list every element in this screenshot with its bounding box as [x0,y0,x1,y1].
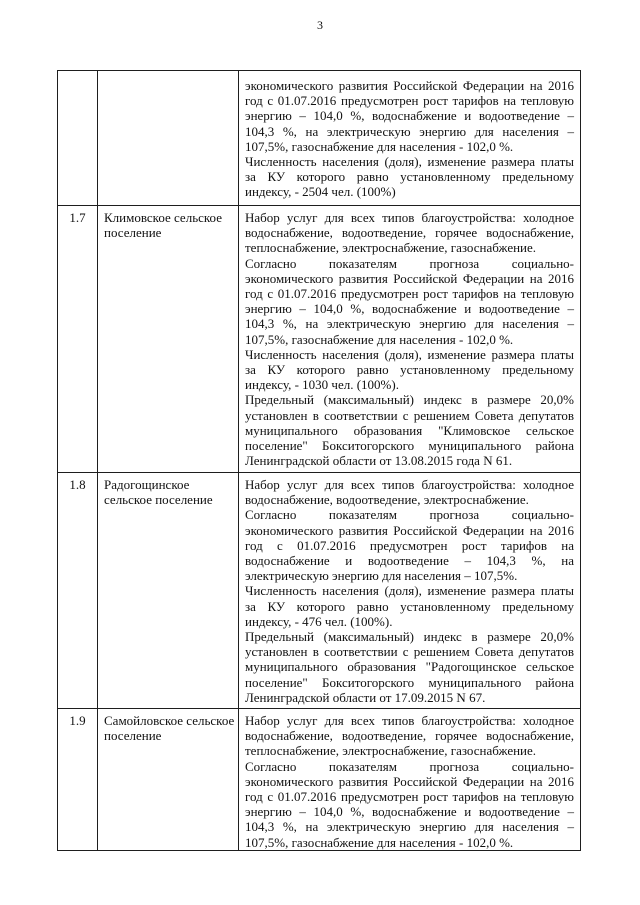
description-line: водоснабжение, водоотведение, горячее водоснабжение, [245,225,574,241]
settlement-name-line: поселение [104,728,162,744]
description-line: Численность населения (доля), изменение размера платы [245,346,574,362]
description-line: энергию – 104,0 %, водоснабжение и водоотведение – [245,804,574,820]
description-line: электрическую энергию для населения – 107,5%. [245,568,518,584]
description-cell [239,473,581,709]
description-line: 104,3 %, на электрическую энергию для населения – [245,123,574,139]
settlement-name-cell [98,206,239,473]
description-line: водоснабжение, водоотведение, горячее водоснабжение, [245,728,574,744]
settlement-name-line: сельское поселение [104,492,213,508]
description-line: 107,5%, газоснабжение для населения - 102,0 %. [245,138,514,154]
description-line: год с 01.07.2016 предусмотрен рост тарифов на тепловую [245,286,574,302]
settlement-name-line: Радогощинское [104,477,190,492]
description-line: 104,3 %, на электрическую энергию для населения – [245,819,574,835]
description-line: Предельный (максимальный) индекс в размере 20,0% [245,392,574,408]
description-line: Согласно показателям прогноза социально- [245,255,574,271]
table-row [58,206,581,473]
description-line: теплоснабжение, электроснабжение, газоснабжение. [245,240,537,256]
description-line: за КУ которого равно установленному предельному [245,362,574,378]
description-line: 104,3 %, на электрическую энергию для населения – [245,316,574,332]
description-line: Набор услуг для всех типов благоустройства: холодное [245,713,574,728]
description-cell [239,206,581,473]
description-line: Ленинградской области от 13.08.2015 года N 61. [245,453,513,469]
description-line: Предельный (максимальный) индекс в размере 20,0% [245,629,574,645]
settlement-name-cell [98,709,239,851]
row-number: 1.7 [69,210,86,225]
description-line: поселение" Бокситогорского муниципального района [245,438,574,454]
settlement-name-cell [98,71,239,206]
description-line: муниципального образования "Климовское сельское [245,422,574,438]
description-line: водоснабжение и водоотведение – 104,3 %, на [245,553,574,569]
row-number: 1.8 [69,477,86,492]
row-number-cell [58,206,98,473]
description-line: год с 01.07.2016 предусмотрен рост тарифов на тепловую [245,93,574,109]
description-line: теплоснабжение, электроснабжение, газоснабжение. [245,743,537,759]
description-line: установлен в соответствии с решением Совета депутатов [245,407,574,423]
description-line: энергию – 104,0 %, водоснабжение и водоотведение – [245,108,574,124]
row-number-cell [58,709,98,851]
page-number: 3 [317,18,323,32]
description-line: Набор услуг для всех типов благоустройства: холодное [245,210,574,225]
table-row [58,71,581,206]
description-line: экономического развития Российской Федерации на 2016 [245,522,574,538]
description-line: Численность населения (доля), изменение размера платы [245,583,574,599]
description-line: индексу, - 1030 чел. (100%). [245,377,399,393]
description-line: водоснабжение, водоотведение, электроснабжение. [245,492,529,508]
description-line: Согласно показателям прогноза социально- [245,758,574,774]
row-number-cell [58,473,98,709]
table-row [58,709,581,851]
description-cell [239,71,581,206]
row-number: 1.9 [69,713,86,728]
settlement-name-line: Самойловское сельское [104,713,235,728]
description-line: муниципального образования "Радогощинское сельское [245,659,574,675]
description-line: Согласно показателям прогноза социально- [245,507,574,523]
settlement-name-line: Климовское сельское [104,210,222,225]
description-line: индексу, - 2504 чел. (100%) [245,184,396,200]
description-line: индексу, - 476 чел. (100%). [245,613,393,629]
description-line: экономического развития Российской Федерации на 2016 [245,773,574,789]
table-row [58,473,581,709]
description-line: установлен в соответствии с решением Совета депутатов [245,644,574,660]
description-line: энергию – 104,0 %, водоснабжение и водоотведение – [245,301,574,317]
settlements-table [57,70,581,851]
description-line: Численность населения (доля), изменение размера платы [245,154,574,170]
settlement-name-cell [98,473,239,709]
description-line: за КУ которого равно установленному предельному [245,598,574,614]
description-line: год с 01.07.2016 предусмотрен рост тарифов на [245,537,574,553]
description-line: за КУ которого равно установленному предельному [245,169,574,185]
description-line: экономического развития Российской Федерации на 2016 [245,78,574,93]
description-line: 107,5%, газоснабжение для населения - 102,0 %. [245,331,514,347]
description-cell [239,709,581,851]
description-line: поселение" Бокситогорского муниципального района [245,674,574,690]
row-number-cell [58,71,98,206]
description-line: экономического развития Российской Федерации на 2016 [245,270,574,286]
settlement-name-line: поселение [104,225,162,241]
description-line: 107,5%, газоснабжение для населения - 102,0 %. [245,834,514,850]
description-line: год с 01.07.2016 предусмотрен рост тарифов на тепловую [245,789,574,805]
description-line: Набор услуг для всех типов благоустройства: холодное [245,477,574,492]
description-line: Ленинградской области от 17.09.2015 N 67. [245,689,486,705]
